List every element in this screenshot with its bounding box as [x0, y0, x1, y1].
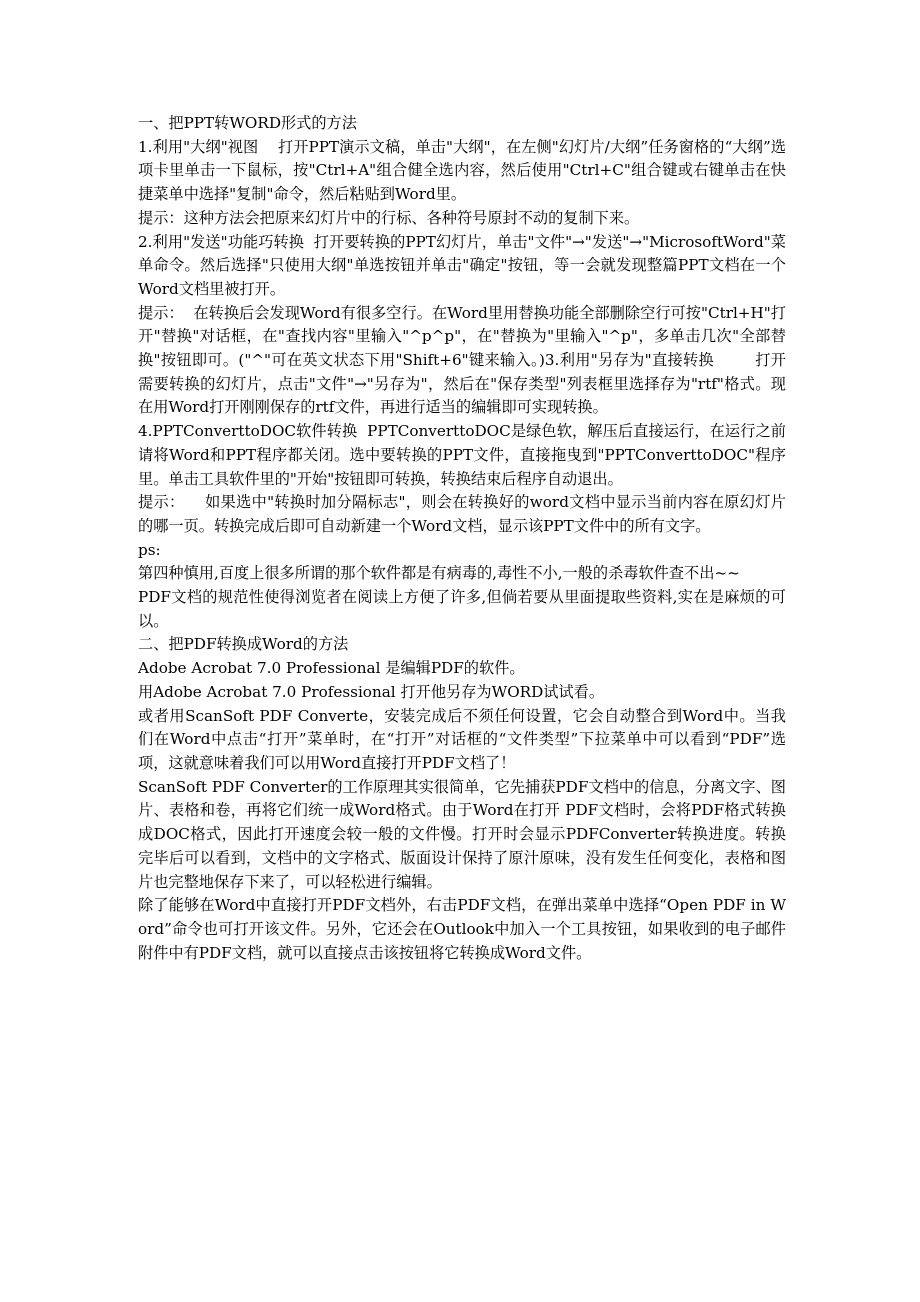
paragraph-method-send: 2.利用"发送"功能巧转换 打开要转换的PPT幻灯片，单击"文件"→"发送"→"MicrosoftWord"菜单命令。然后选择"只使用大纲"单选按钮并单击"确定"按钮，等一会就发现整篇PPT文档在一个Word文档里被打开。	[138, 232, 786, 298]
paragraph-method-ppt-convert-to-doc: 4.PPTConverttoDOC软件转换 PPTConverttoDOC是绿色软，解压后直接运行，在运行之前请将Word和PPT程序都关闭。选中要转换的PPT文件，直接拖曳到"PPTConverttoDOC"程序里。单击工具软件里的"开始"按钮即可转换，转换结束后程序自动退出。	[138, 422, 786, 488]
paragraph-tip-1: 提示：这种方法会把原来幻灯片中的行标、各种符号原封不动的复制下来。	[138, 208, 640, 227]
heading-ppt-to-word: 一、把PPT转WORD形式的方法	[138, 114, 357, 132]
paragraph-warning: 第四种慎用,百度上很多所谓的那个软件都是有病毒的,毒性不小,一般的杀毒软件查不出~~	[138, 564, 740, 583]
paragraph-scansoft: 或者用ScanSoft PDF Converte，安装完成后不须任何设置，它会自动整合到Word中。当我们在Word中点击“打开”菜单时，在“打开”对话框的“文件类型”下拉菜单中可以看到“PDF”选项，这就意味着我们可以用Word直接打开PDF文档了！	[138, 706, 786, 772]
paragraph-ps: ps:	[138, 540, 161, 559]
paragraph-pdf-intro: PDF文档的规范性使得浏览者在阅读上方便了许多,但倘若要从里面提取些资料,实在是麻烦的可以。	[138, 588, 786, 630]
paragraph-acrobat-save-as: 用Adobe Acrobat 7.0 Professional 打开他另存为WORD试试看。	[138, 682, 605, 701]
paragraph-tip-2-and-save-as: 提示： 在转换后会发现Word有很多空行。在Word里用替换功能全部删除空行可按"Ctrl+H"打开"替换"对话框，在"查找内容"里输入"^p^p"，在"替换为"里输入"^p"，多单击几次"全部替换"按钮即可。("^"可在英文状态下用"Shift+6"键来输入。)3.利用"另存为"直接转换 打开需要转换的幻灯片，点击"文件"→"另存为"，然后在"保存类型"列表框里选择存为"rtf"格式。现在用Word打开刚刚保存的rtf文件，再进行适当的编辑即可实现转换。	[138, 303, 786, 417]
paragraph-open-pdf-in-word: 除了能够在Word中直接打开PDF文档外，右击PDF文档，在弹出菜单中选择“Open PDF in Word”命令也可打开该文件。另外，它还会在Outlook中加入一个工具按钮，如果收到的电子邮件附件中有PDF文档，就可以直接点击该按钮将它转换成Word文件。	[138, 896, 786, 962]
paragraph-acrobat: Adobe Acrobat 7.0 Professional 是编辑PDF的软件。	[138, 659, 525, 678]
heading-pdf-to-word: 二、把PDF转换成Word的方法	[138, 635, 349, 654]
document-body	[138, 112, 786, 965]
paragraph-tip-3: 提示： 如果选中"转换时加分隔标志"，则会在转换好的word文档中显示当前内容在原幻灯片的哪一页。转换完成后即可自动新建一个Word文档，显示该PPT文件中的所有文字。	[138, 493, 786, 535]
paragraph-method-outline-view: 1.利用"大纲"视图 打开PPT演示文稿，单击"大纲"，在左侧"幻灯片/大纲”任务窗格的“大纲”选项卡里单击一下鼠标，按"Ctrl+A"组合健全选内容，然后使用"Ctrl+C"组合键或右键单击在快捷菜单中选择"复制"命令，然后粘贴到Word里。	[138, 137, 786, 204]
paragraph-scansoft-principle: ScanSoft PDF Converter的工作原理其实很简单，它先捕获PDF文档中的信息，分离文字、图片、表格和卷，再将它们统一成Word格式。由于Word在打开 PDF文档时，会将PDF格式转换成DOC格式，因此打开速度会较一般的文件慢。打开时会显示PDFConverter转换进度。转换完毕后可以看到，文档中的文字格式、版面设计保持了原汁原味，没有发生任何变化，表格和图片也完整地保存下来了，可以轻松进行编辑。	[138, 777, 786, 891]
